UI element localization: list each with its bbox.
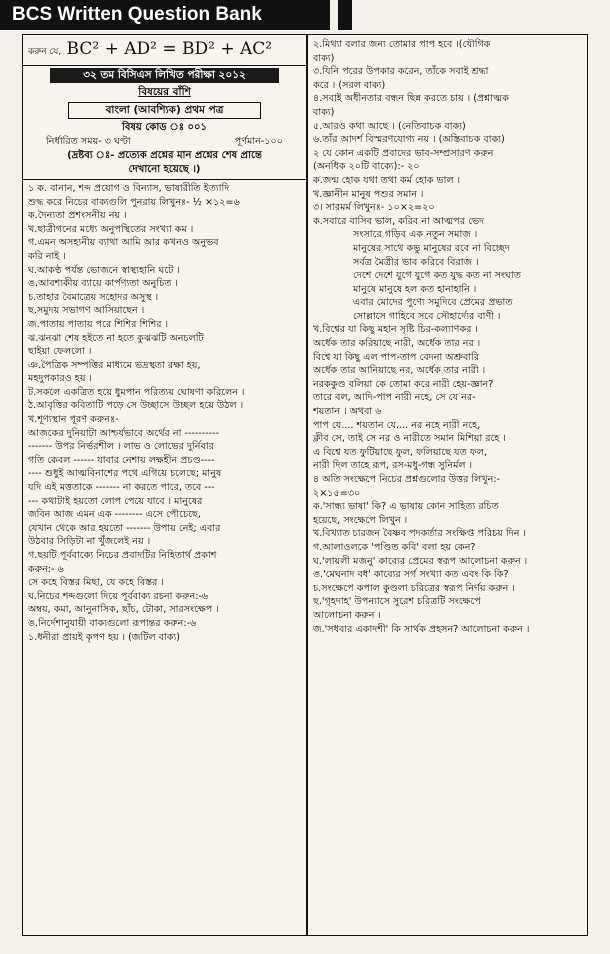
question-line: খ.বিখ্যাত চারজন বৈষ্ণব পদকর্তার সংক্ষিপ্ত পরিচয় দিন । [313, 528, 526, 540]
header-tab-decoration [338, 0, 352, 30]
question-line: খ.ছাত্রীগনের মধ্যে অনুপস্থিতের সংখ্যা কম । [28, 223, 194, 235]
question-line: করি নাই । [28, 250, 66, 262]
question-line: বাক্য) [313, 52, 335, 64]
question-line: গতি কেবল ------ যাবার নেশায় লক্ষহীন প্রচণ্ড---- [28, 454, 215, 466]
question-line: (অনধিক ২০টি বাক্যে):- ২০ [313, 161, 420, 173]
question-line: --- কথাটাই হয়তো লোপ পেয়ে যাবে । মানুষের [28, 495, 203, 507]
question-line: ছাইয়া ফেললো । [28, 346, 92, 358]
question-line: শয়তান । অথবা ৬ [313, 406, 382, 418]
instruction-note-1: (দ্রষ্টব্য ঃ- প্রত্যেক প্রশ্নের মান প্রশ্নের শেষ প্রান্তে [67, 149, 262, 161]
formula-label: করুন যে, [28, 47, 62, 57]
question-line: করে । (সরল বাক্য) [313, 79, 386, 91]
question-line: মানুষের সাথে কভু মানুষের রবে না বিচ্ছেদ [353, 242, 510, 254]
question-line: ক.সবারে বাসিব ভাল, করিব না আত্মপর ভেদ [313, 215, 485, 227]
question-line: ক.দৈন্যতা প্রশংসনীয় নয় । [28, 210, 127, 222]
question-line: ঙ.'মেঘনাদ বধ' কাব্যের সর্গ সংখ্যা কত এবং কি কি? [313, 569, 509, 581]
question-line: করুন:- ৬ [28, 563, 64, 575]
question-line: ক.জন্ম হোক যথা তথা কর্ম হোক ভাল । [313, 174, 461, 186]
question-line: বাক্য) [313, 106, 335, 118]
question-line: মানুষে মানুষে হল কত হানাহানি । [353, 283, 477, 295]
question-line: ঘ.আকণ্ঠ পর্যন্ত ভোজনে স্বাস্থ্যহানি ঘটে । [28, 264, 180, 276]
question-line: ছ.সমুদয় সভাগণ আসিয়াছেন । [28, 305, 145, 317]
subject-heading: বিষয়ের বাঁশি [138, 86, 191, 99]
question-line: ৩। সারমর্ম লিখুনঃ- ১০×২=২০ [313, 202, 435, 214]
question-line: নারী দিল তাহে রূপ, রস-মধু-গন্ধ সুনির্মল । [313, 460, 473, 472]
question-line: গ.আলাওলকে 'পণ্ডিত কবি' বলা হয় কেন? [313, 541, 476, 553]
question-line: ঞ.পৈত্রিক সম্পত্তির মাধ্যমে ভদ্রস্থতা রক্ষা হয়, [28, 359, 201, 371]
question-line: ------- উপর নির্ভরশীল । লাভ ও লোভের দুর্নিবার [28, 441, 214, 453]
question-line: ৪.সবাই অধীনতার বন্ধন ছিন্ন করতে চায় । (প্রশ্নাত্মক [313, 93, 509, 105]
question-line: চ.সংক্ষেপে কপাল কুণ্ডলা চরিত্রের স্বরূপ নির্ণয় করুন । [313, 582, 515, 594]
formula-expression: BC² + AD² = BD² + AC² [66, 39, 273, 59]
question-line: ছ.'গৃহদাহ' উপন্যাসে সুরেশ চরিত্রটি সংক্ষেপে [313, 596, 481, 608]
question-line: ২ যে কোন একটি প্রবাদের ভাব-সম্প্রসারণ করুন [313, 147, 494, 159]
question-line: অর্ধেক তার আনিয়াছে নর, অর্ধেক তার নারী । [313, 365, 486, 377]
left-question-list [28, 182, 301, 644]
section-rule [23, 179, 306, 180]
question-line: সংসারে গড়িব এক নতুন সমাজ । [353, 229, 478, 241]
question-line: চ.তাহার বৈমাত্রেয় সহোদর অসুস্থ । [28, 291, 159, 303]
question-sheet [22, 34, 588, 936]
question-line: সর্বত্র মৈত্রীর ভাব করিবে বিরাজ । [353, 256, 479, 268]
question-line: জবিন আজ এমন এক -------- এসে পৌচেছে, [28, 509, 201, 521]
question-line: এবার মোদের পুণ্যে সমুদিবে প্রেমের প্রভাত [353, 297, 513, 309]
question-line: খ.বিশ্বের যা কিছু মহান সৃষ্টি চির-কল্যাণকর । [313, 324, 478, 336]
question-line: পাপ যে.... শয়তান যে.... নর নহে নারী নহে, [313, 419, 481, 431]
left-column [23, 35, 306, 935]
question-line: ঠ.আবৃত্তির কবিতাটি পড়ে সে উচ্ছাসে উচ্ছল হয়ে উঠল । [28, 400, 244, 412]
subject-code: বিষয় কোড ঃ ০০১ [121, 122, 208, 134]
question-line: এ বিশ্বে যত ফুটিয়াছে ফুল, ফলিয়াছে যত ফল, [313, 446, 488, 458]
question-line: আজকের দুনিয়াটা আশ্চর্যভাবে অর্থের না ---------- [28, 427, 220, 439]
question-line: ---- শুধুই আত্মবিনাশের পথে এগিয়ে চলেছে; মানুষ [28, 468, 222, 480]
exam-title: ৩২ তম বিসিএস লিখিত পরীক্ষা ২০১২ [50, 68, 279, 83]
section-rule [23, 65, 306, 66]
question-line: ২.মিথ্যা বলার জন্য তোমার পাপ হবে ।(যৌগিক [313, 39, 491, 50]
question-line: গ.ছয়টি পূর্ববাক্যে নিচের প্রবাদটির নিহিতার্থ প্রকাশ [28, 550, 217, 561]
question-line: সে কহে বিস্তর মিছা, যে কহে বিস্তর । [28, 577, 164, 589]
question-line: তারে বল, আদি-পাপ নারী নহে, সে যে নর- [313, 392, 476, 404]
question-line: ঘ.নিচের শব্দগুলো দিয়ে পূর্ববাক্য রচনা করুন:-৬ [28, 590, 209, 602]
instruction-note-2: দেখানো হয়েছে ।) [128, 163, 201, 175]
question-line: উঠবার সিড়িটা না খুঁজলেই নয় । [28, 536, 151, 548]
question-line: জ.পাতায় পাতায় পরে শিশির শিশির । [28, 318, 169, 330]
question-line: ৫.আরও কথা আছে । (নেতিবাচক বাক্য) [313, 120, 466, 132]
question-line: অম্বয়, কমা, আনুনাসিক, ছাঁচ, টোকা, সারসংক্ষেপ । [28, 604, 219, 616]
question-line: ঙ.আবশ্যকীয় ব্যায়ে কার্পণ্যতা অনুচিত । [28, 278, 178, 290]
question-line: ট.সকলে একত্রিত হয়ে ধুমপান পরিত্যয় ঘোষণা করিলেন । [28, 386, 245, 398]
question-line: জ.'সধবার একাদশী' কি সার্থক প্রহসন? আলোচনা করুন । [313, 623, 530, 635]
question-line: ঝ.ঝনঝা শেষ হইতে না হতে কুঝঝটি অনচলটি [28, 332, 204, 344]
question-line: যদি এই মত্ততাকে ------- না করতে পারে, তবে --- [28, 482, 215, 494]
question-line: যেখান থেকে আর হয়তো ------- উপায় নেই; এবার [28, 522, 221, 534]
question-line: আলোচনা করুন । [313, 609, 381, 621]
question-line: ১.ধনীরা প্রায়ই কৃপণ হয় । (জটিল বাক্য) [28, 631, 181, 643]
right-column [308, 35, 587, 935]
question-line: ২×১৫=৩০ [313, 487, 361, 499]
question-line: ঙ.নির্দেশানুযায়ী বাক্যগুলো রূপান্তর করুন:-৬ [28, 617, 197, 629]
question-line: দেশে দেশে যুগে যুগে কত যুদ্ধ কত না সংঘাত [353, 270, 521, 282]
question-line: ঘ.'লায়লী মজনু' কাব্যের প্রেমের স্বরূপ আলোচনা করুন । [313, 555, 528, 567]
question-line: ক্লীব সে, তাই সে নর ও নারীতে সমান মিশিয়া রহে । [313, 433, 506, 445]
page-header-title: BCS Written Question Bank [0, 0, 330, 30]
question-line: ক.'সান্ধ্য ভাষা' কি? এ ভাষায় কোন সাহিত্য রচিত [313, 501, 499, 513]
question-line: খ.শূণ্যস্থান পূরণ করুনঃ- [28, 414, 119, 426]
question-line: ৬.তাঁর আদর্শ বিস্মরণযোগ্য নয় । (অস্তিবাচক বাক্য) [313, 134, 505, 146]
formula-line [28, 38, 301, 63]
question-line: সোল্লাসে গাহিবে সবে সৌহার্দ্যের বাণী । [353, 310, 501, 322]
question-line: মহদুপকারও হয় । [28, 373, 92, 385]
right-question-list [313, 38, 583, 636]
time-allowed: নির্ধারিত সময়- ৩ ঘণ্টা [46, 136, 131, 148]
question-line: বিশ্বে যা কিছু এল পাপ-তাপ বেদনা অশ্রুবারি [313, 351, 480, 363]
question-line: খ.জ্ঞানীন মানুষ পশুর সমান । [313, 188, 424, 200]
question-line: শুদ্ধ করে নিচের বাক্যগুলি পুনরায় লিখুনঃ- ½ ×১২=৬ [28, 196, 240, 208]
question-line: ৩.যিনি পরের উপকার করেন, তাঁকে সবাই শ্রদ্ধা [313, 66, 489, 78]
question-line: ১ ক. বানান, শব্দ প্রয়োগ ও বিন্যাস, ভাষারীতি ইত্যাদি [28, 182, 230, 194]
full-marks: পূর্ণমান-১০০ [234, 136, 283, 148]
question-line: হয়েছে, সংক্ষেপে লিখুন । [313, 514, 408, 526]
question-line: নরককুণ্ড বলিয়া কে তোমা করে নারী হেয়-জ্ঞান? [313, 378, 494, 390]
question-line: ৪ অতি সংক্ষেপে নিচের প্রশ্নগুলোর উত্তর লিখুন:- [313, 474, 501, 485]
paper-heading: বাংলা (আবশ্যিক) প্রথম পত্র [68, 102, 261, 119]
question-line: অর্ধেক তার করিয়াছে নারী, অর্ধেক তার নর । [313, 338, 481, 350]
time-marks-row [28, 135, 301, 149]
question-line: গ.এমন অসহ্যনীয় ব্যাথা আমি আর কখনও অনুভব [28, 237, 219, 249]
